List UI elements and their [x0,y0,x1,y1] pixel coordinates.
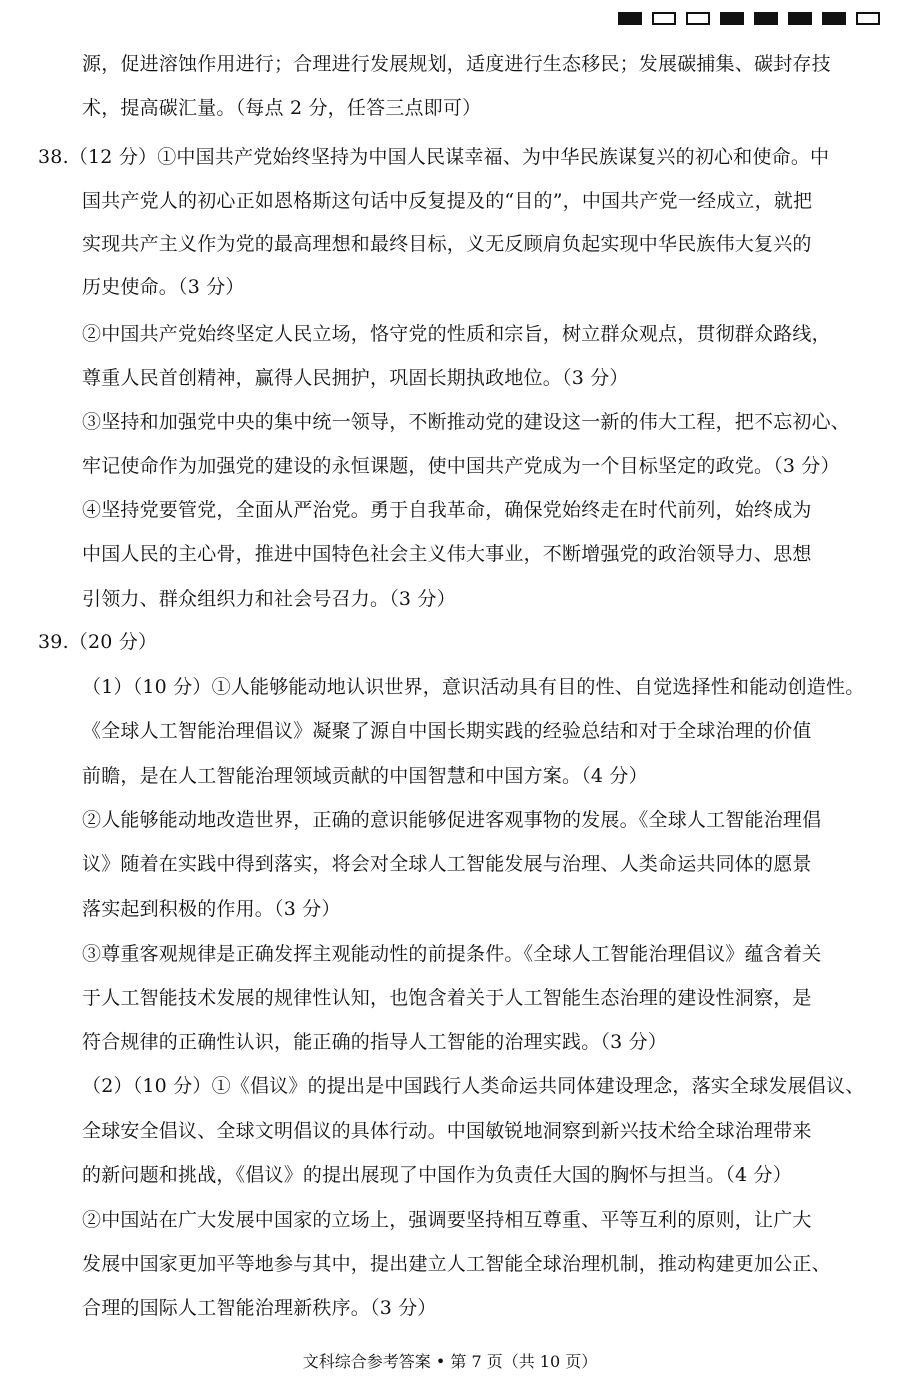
text-line: ②人能够能动地改造世界，正确的意识能够促进客观事物的发展。《全球人工智能治理倡 [82,809,822,831]
text-line: 于人工智能技术发展的规律性认知，也饱含着关于人工智能生态治理的建设性洞察，是 [82,987,812,1009]
text-line: 《全球人工智能治理倡议》凝聚了源自中国长期实践的经验总结和对于全球治理的价值 [82,720,812,742]
header-mark [720,12,744,25]
text-line: 尊重人民首创精神，赢得人民拥护，巩固长期执政地位。（3 分） [82,367,629,389]
question-38-line: 38.（12 分）①中国共产党始终坚持为中国人民谋幸福、为中华民族谋复兴的初心和使命。中 [38,146,830,168]
text-line: 符合规律的正确性认识，能正确的指导人工智能的治理实践。（3 分） [82,1031,668,1053]
text-line: ②中国共产党始终坚定人民立场，恪守党的性质和宗旨，树立群众观点，贯彻群众路线， [82,323,831,345]
text-line: 发展中国家更加平等地参与其中，提出建立人工智能全球治理机制，推动构建更加公正、 [82,1253,831,1275]
header-mark [618,12,642,25]
text-line: 引领力、群众组织力和社会号召力。（3 分） [82,588,456,610]
text-line: 国共产党人的初心正如恩格斯这句话中反复提及的“目的”，中国共产党一经成立，就把 [82,190,813,212]
text-line: 议》随着在实践中得到落实，将会对全球人工智能发展与治理、人类命运共同体的愿景 [82,853,812,875]
text-line: 合理的国际人工智能治理新秩序。（3 分） [82,1297,437,1319]
text-line: ②中国站在广大发展中国家的立场上，强调要坚持相互尊重、平等互利的原则，让广大 [82,1209,812,1231]
header-marks [618,12,880,25]
header-mark [754,12,778,25]
header-mark [856,12,880,25]
text-line: ③尊重客观规律是正确发挥主观能动性的前提条件。《全球人工智能治理倡议》蕴含着关 [82,943,822,965]
text-line: 历史使命。（3 分） [82,276,245,298]
question-39-heading: 39.（20 分） [38,631,158,653]
header-mark [822,12,846,25]
page-footer: 文科综合参考答案 • 第 7 页（共 10 页） [302,1352,598,1371]
text-line: 牢记使命作为加强党的建设的永恒课题，使中国共产党成为一个目标坚定的政党。（3 分） [82,455,840,477]
text-line: （2）（10 分）①《倡议》的提出是中国践行人类命运共同体建设理念，落实全球发展倡议、 [82,1075,865,1097]
header-mark [686,12,710,25]
text-line: 前瞻，是在人工智能治理领域贡献的中国智慧和中国方案。（4 分） [82,765,648,787]
text-line: 中国人民的主心骨，推进中国特色社会主义伟大事业，不断增强党的政治领导力、思想 [82,543,812,565]
text-line: 的新问题和挑战，《倡议》的提出展现了中国作为负责任大国的胸怀与担当。（4 分） [82,1164,792,1186]
header-mark [788,12,812,25]
text-line: 实现共产主义作为党的最高理想和最终目标，义无反顾肩负起实现中华民族伟大复兴的 [82,233,812,255]
text-line: 落实起到积极的作用。（3 分） [82,898,341,920]
text-line: （1）（10 分）①人能够能动地认识世界，意识活动具有目的性、自觉选择性和能动创造性。 [82,676,865,698]
text-line: ③坚持和加强党中央的集中统一领导，不断推动党的建设这一新的伟大工程，把不忘初心、 [82,411,851,433]
text-line: 全球安全倡议、全球文明倡议的具体行动。中国敏锐地洞察到新兴技术给全球治理带来 [82,1120,812,1142]
header-mark [652,12,676,25]
text-line: ④坚持党要管党，全面从严治党。勇于自我革命，确保党始终走在时代前列，始终成为 [82,499,812,521]
text-line: 源，促进溶蚀作用进行；合理进行发展规划，适度进行生态移民；发展碳捕集、碳封存技 [82,53,831,75]
text-line: 术，提高碳汇量。（每点 2 分，任答三点即可） [82,97,482,119]
